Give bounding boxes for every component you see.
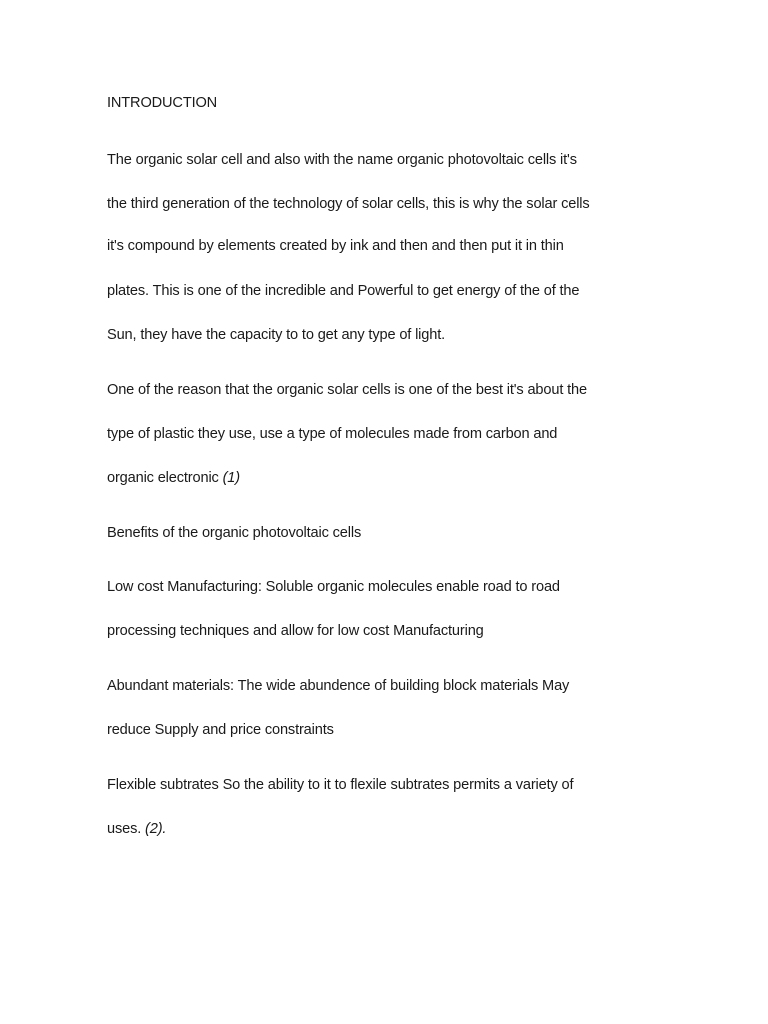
paragraph-line: Flexible subtrates So the ability to it to flexile subtrates permits a variety of bbox=[107, 777, 574, 793]
paragraph-line: Sun, they have the capacity to to get any type of light. bbox=[107, 327, 446, 343]
line-text: organic electronic bbox=[107, 470, 223, 486]
paragraph-line: reduce Supply and price constraints bbox=[107, 722, 334, 738]
citation: (2). bbox=[145, 821, 167, 837]
paragraph-line: One of the reason that the organic solar cells is one of the best it's about the bbox=[107, 382, 587, 398]
paragraph-line: plates. This is one of the incredible and Powerful to get energy of the of the bbox=[107, 283, 580, 299]
paragraph-line: processing techniques and allow for low cost Manufacturing bbox=[107, 623, 484, 639]
paragraph-line: The organic solar cell and also with the name organic photovoltaic cells it's bbox=[107, 152, 577, 168]
citation: (1) bbox=[222, 470, 240, 486]
line-text: uses. bbox=[107, 821, 146, 837]
paragraph-line: Abundant materials: The wide abundence of building block materials May bbox=[107, 678, 570, 694]
document-heading: INTRODUCTION bbox=[107, 95, 218, 111]
paragraph-line: it's compound by elements created by ink and then and then put it in thin bbox=[107, 238, 564, 254]
paragraph-line: type of plastic they use, use a type of molecules made from carbon and bbox=[107, 426, 558, 442]
paragraph-line: Low cost Manufacturing: Soluble organic molecules enable road to road bbox=[107, 579, 560, 595]
paragraph-line bbox=[107, 469, 240, 487]
paragraph-line: the third generation of the technology of solar cells, this is why the solar cells bbox=[107, 196, 590, 212]
benefits-heading: Benefits of the organic photovoltaic cells bbox=[107, 525, 362, 541]
paragraph-line bbox=[107, 820, 166, 838]
